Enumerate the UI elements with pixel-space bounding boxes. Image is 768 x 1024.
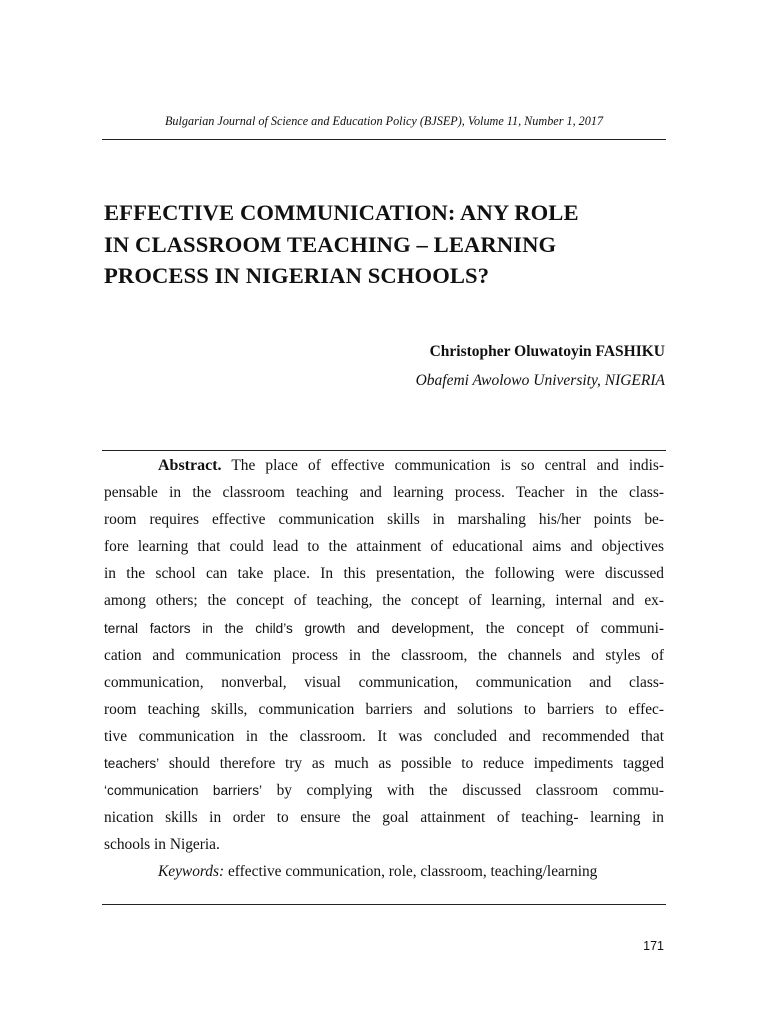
abstract-line [104,452,664,479]
abstract-top-rule [102,450,666,451]
author-affiliation: Obafemi Awolowo University, NIGERIA [415,372,665,389]
abstract-label: Abstract. [158,457,222,474]
running-header: Bulgarian Journal of Science and Education Policy (BJSEP), Volume 11, Number 1, 2017 [164,114,604,128]
abstract-line [104,777,664,804]
sans-text-run: ternal factors in the child’s growth and devel [104,620,424,636]
abstract-line: nication skills in order to ensure the goal attainment of teaching- learning in [104,809,664,827]
title-line: IN CLASSROOM TEACHING – LEARNING [104,231,557,257]
abstract-line: room teaching skills, communication barriers and solutions to barriers to effec- [104,700,664,718]
abstract-line: communication, nonverbal, visual communication, communication and class- [104,673,664,691]
abstract-line: tive communication in the classroom. It was concluded and recommended that [104,727,664,745]
author-name: Christopher Oluwatoyin FASHIKU [429,343,665,360]
abstract-line: in the school can take place. In this presentation, the following were discussed [104,565,664,583]
title-line: EFFECTIVE COMMUNICATION: ANY ROLE [104,200,579,225]
abstract-block [104,452,664,886]
abstract-text: opment, the concept of communi- [423,619,664,637]
abstract-line: schools in Nigeria. [104,836,220,854]
abstract-line: fore learning that could lead to the attainment of educational aims and objectives [104,538,664,556]
title-line: PROCESS IN NIGERIAN SCHOOLS? [104,263,490,288]
article-title [104,197,684,292]
keywords-text: effective communication, role, classroom, teaching/learning [224,863,598,881]
abstract-bottom-rule [102,904,666,905]
abstract-line [104,750,664,777]
sans-text-run: teachers’ [104,756,160,772]
sans-text-run: ‘communication barriers’ [104,783,263,799]
abstract-line: among others; the concept of teaching, the concept of learning, internal and ex- [104,592,664,610]
keywords-line [104,858,664,885]
keywords-label: Keywords: [158,863,225,881]
abstract-line [104,615,664,642]
abstract-line: room requires effective communication skills in marshaling his/her points be- [104,511,664,529]
abstract-line: pensable in the classroom teaching and learning process. Teacher in the class- [104,484,664,502]
page-number: 171 [643,939,664,953]
abstract-text: The place of effective communication is so central and indis- [231,457,664,474]
abstract-text: by complying with the discussed classroom commu- [262,782,664,800]
header-rule [102,139,666,140]
abstract-text: should therefore try as much as possible to reduce impediments tagged [159,755,664,773]
abstract-line: cation and communication process in the classroom, the channels and styles of [104,646,664,664]
